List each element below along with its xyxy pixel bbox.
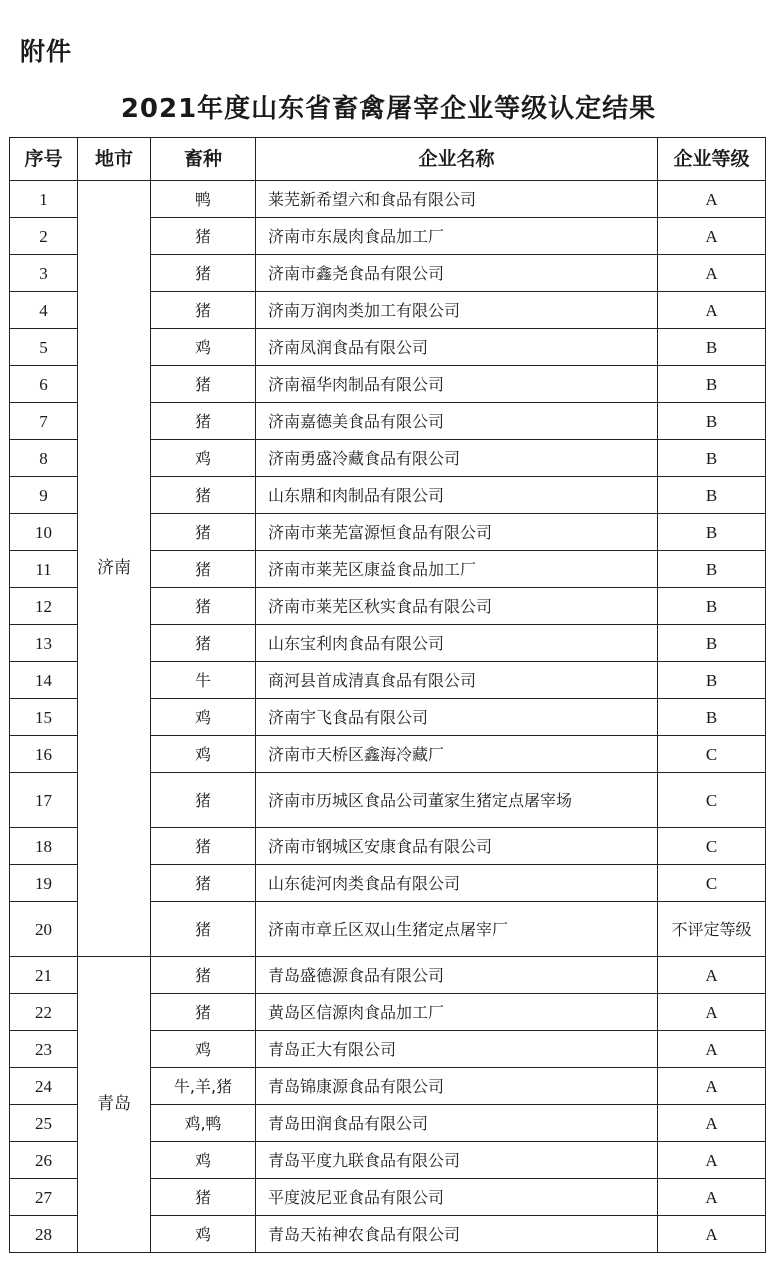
row-index: 18 (10, 828, 78, 865)
row-index: 6 (10, 366, 78, 403)
company-name-cell: 平度波尼亚食品有限公司 (256, 1179, 658, 1216)
grade-cell: B (658, 662, 766, 699)
species-cell: 猪 (151, 292, 256, 329)
row-index: 21 (10, 957, 78, 994)
species-cell: 鸡 (151, 1142, 256, 1179)
header-species: 畜种 (151, 138, 256, 181)
company-name-cell: 青岛平度九联食品有限公司 (256, 1142, 658, 1179)
company-name-cell: 商河县首成清真食品有限公司 (256, 662, 658, 699)
row-index: 20 (10, 902, 78, 957)
species-cell: 猪 (151, 1179, 256, 1216)
company-name-cell: 山东鼎和肉制品有限公司 (256, 477, 658, 514)
company-name-cell: 山东宝利肉食品有限公司 (256, 625, 658, 662)
city-cell-jinan: 济南 (78, 181, 151, 957)
row-index: 2 (10, 218, 78, 255)
grade-cell: A (658, 994, 766, 1031)
row-index: 12 (10, 588, 78, 625)
row-index: 23 (10, 1031, 78, 1068)
species-cell: 猪 (151, 588, 256, 625)
header-grade: 企业等级 (658, 138, 766, 181)
row-index: 24 (10, 1068, 78, 1105)
grade-cell: C (658, 865, 766, 902)
company-name-cell: 济南市莱芜区康益食品加工厂 (256, 551, 658, 588)
species-cell: 牛,羊,猪 (151, 1068, 256, 1105)
city-cell-qingdao: 青岛 (78, 957, 151, 1253)
table-header-row (10, 138, 766, 181)
row-index: 9 (10, 477, 78, 514)
company-name-cell: 济南市莱芜区秋实食品有限公司 (256, 588, 658, 625)
species-cell: 鸡 (151, 440, 256, 477)
species-cell: 猪 (151, 514, 256, 551)
grade-cell: B (658, 366, 766, 403)
species-cell: 猪 (151, 551, 256, 588)
row-index: 14 (10, 662, 78, 699)
header-city: 地市 (78, 138, 151, 181)
species-cell: 猪 (151, 828, 256, 865)
grade-cell: B (658, 588, 766, 625)
grade-cell: A (658, 1179, 766, 1216)
row-index: 15 (10, 699, 78, 736)
species-cell: 猪 (151, 902, 256, 957)
attachment-label: 附件 (20, 37, 73, 66)
grade-cell: C (658, 736, 766, 773)
grade-cell: B (658, 551, 766, 588)
species-cell: 猪 (151, 403, 256, 440)
species-cell: 牛 (151, 662, 256, 699)
species-cell: 猪 (151, 773, 256, 828)
species-cell: 猪 (151, 625, 256, 662)
company-name-cell: 济南嘉德美食品有限公司 (256, 403, 658, 440)
company-name-cell: 济南市钢城区安康食品有限公司 (256, 828, 658, 865)
species-cell: 鸡,鸭 (151, 1105, 256, 1142)
document-title: 2021年度山东省畜禽屠宰企业等级认定结果 (120, 94, 657, 124)
grade-cell: A (658, 218, 766, 255)
table-row (10, 181, 766, 218)
grade-cell: A (658, 255, 766, 292)
grade-cell: C (658, 773, 766, 828)
company-name-cell: 济南市历城区食品公司董家生猪定点屠宰场 (256, 773, 658, 828)
grade-cell: A (658, 1068, 766, 1105)
company-name-cell: 青岛锦康源食品有限公司 (256, 1068, 658, 1105)
row-index: 11 (10, 551, 78, 588)
company-name-cell: 青岛正大有限公司 (256, 1031, 658, 1068)
species-cell: 猪 (151, 957, 256, 994)
row-index: 22 (10, 994, 78, 1031)
row-index: 4 (10, 292, 78, 329)
species-cell: 鸡 (151, 1031, 256, 1068)
company-name-cell: 济南万润肉类加工有限公司 (256, 292, 658, 329)
row-index: 27 (10, 1179, 78, 1216)
grade-cell: A (658, 1031, 766, 1068)
row-index: 3 (10, 255, 78, 292)
row-index: 7 (10, 403, 78, 440)
grade-cell: B (658, 403, 766, 440)
company-name-cell: 济南市章丘区双山生猪定点屠宰厂 (256, 902, 658, 957)
company-name-cell: 济南市东晟肉食品加工厂 (256, 218, 658, 255)
company-name-cell: 济南福华肉制品有限公司 (256, 366, 658, 403)
grade-cell: C (658, 828, 766, 865)
company-name-cell: 济南市鑫尧食品有限公司 (256, 255, 658, 292)
company-name-cell: 济南市天桥区鑫海冷藏厂 (256, 736, 658, 773)
grade-cell: A (658, 1142, 766, 1179)
grade-cell: A (658, 957, 766, 994)
species-cell: 鸡 (151, 699, 256, 736)
row-index: 16 (10, 736, 78, 773)
company-name-cell: 济南凤润食品有限公司 (256, 329, 658, 366)
grade-cell: 不评定等级 (658, 902, 766, 957)
row-index: 25 (10, 1105, 78, 1142)
species-cell: 鸡 (151, 736, 256, 773)
species-cell: 鸡 (151, 329, 256, 366)
row-index: 19 (10, 865, 78, 902)
company-name-cell: 济南宇飞食品有限公司 (256, 699, 658, 736)
grade-cell: B (658, 514, 766, 551)
company-name-cell: 青岛田润食品有限公司 (256, 1105, 658, 1142)
grade-cell: B (658, 440, 766, 477)
grade-cell: B (658, 329, 766, 366)
row-index: 5 (10, 329, 78, 366)
table-row (10, 957, 766, 994)
company-name-cell: 济南勇盛冷藏食品有限公司 (256, 440, 658, 477)
species-cell: 猪 (151, 218, 256, 255)
grade-cell: B (658, 477, 766, 514)
company-name-cell: 济南市莱芜富源恒食品有限公司 (256, 514, 658, 551)
grade-cell: A (658, 292, 766, 329)
company-name-cell: 莱芜新希望六和食品有限公司 (256, 181, 658, 218)
company-name-cell: 青岛盛德源食品有限公司 (256, 957, 658, 994)
company-name-cell: 山东徒河肉类食品有限公司 (256, 865, 658, 902)
company-name-cell: 黄岛区信源肉食品加工厂 (256, 994, 658, 1031)
species-cell: 鸭 (151, 181, 256, 218)
grade-cell: A (658, 1216, 766, 1253)
row-index: 10 (10, 514, 78, 551)
species-cell: 猪 (151, 477, 256, 514)
grade-cell: B (658, 699, 766, 736)
header-company: 企业名称 (256, 138, 658, 181)
species-cell: 猪 (151, 255, 256, 292)
row-index: 13 (10, 625, 78, 662)
grade-cell: B (658, 625, 766, 662)
header-index: 序号 (10, 138, 78, 181)
row-index: 8 (10, 440, 78, 477)
row-index: 17 (10, 773, 78, 828)
grade-cell: A (658, 1105, 766, 1142)
row-index: 26 (10, 1142, 78, 1179)
species-cell: 猪 (151, 366, 256, 403)
grading-results-table (9, 137, 766, 1253)
species-cell: 猪 (151, 994, 256, 1031)
row-index: 1 (10, 181, 78, 218)
species-cell: 猪 (151, 865, 256, 902)
row-index: 28 (10, 1216, 78, 1253)
species-cell: 鸡 (151, 1216, 256, 1253)
company-name-cell: 青岛天祐神农食品有限公司 (256, 1216, 658, 1253)
grade-cell: A (658, 181, 766, 218)
